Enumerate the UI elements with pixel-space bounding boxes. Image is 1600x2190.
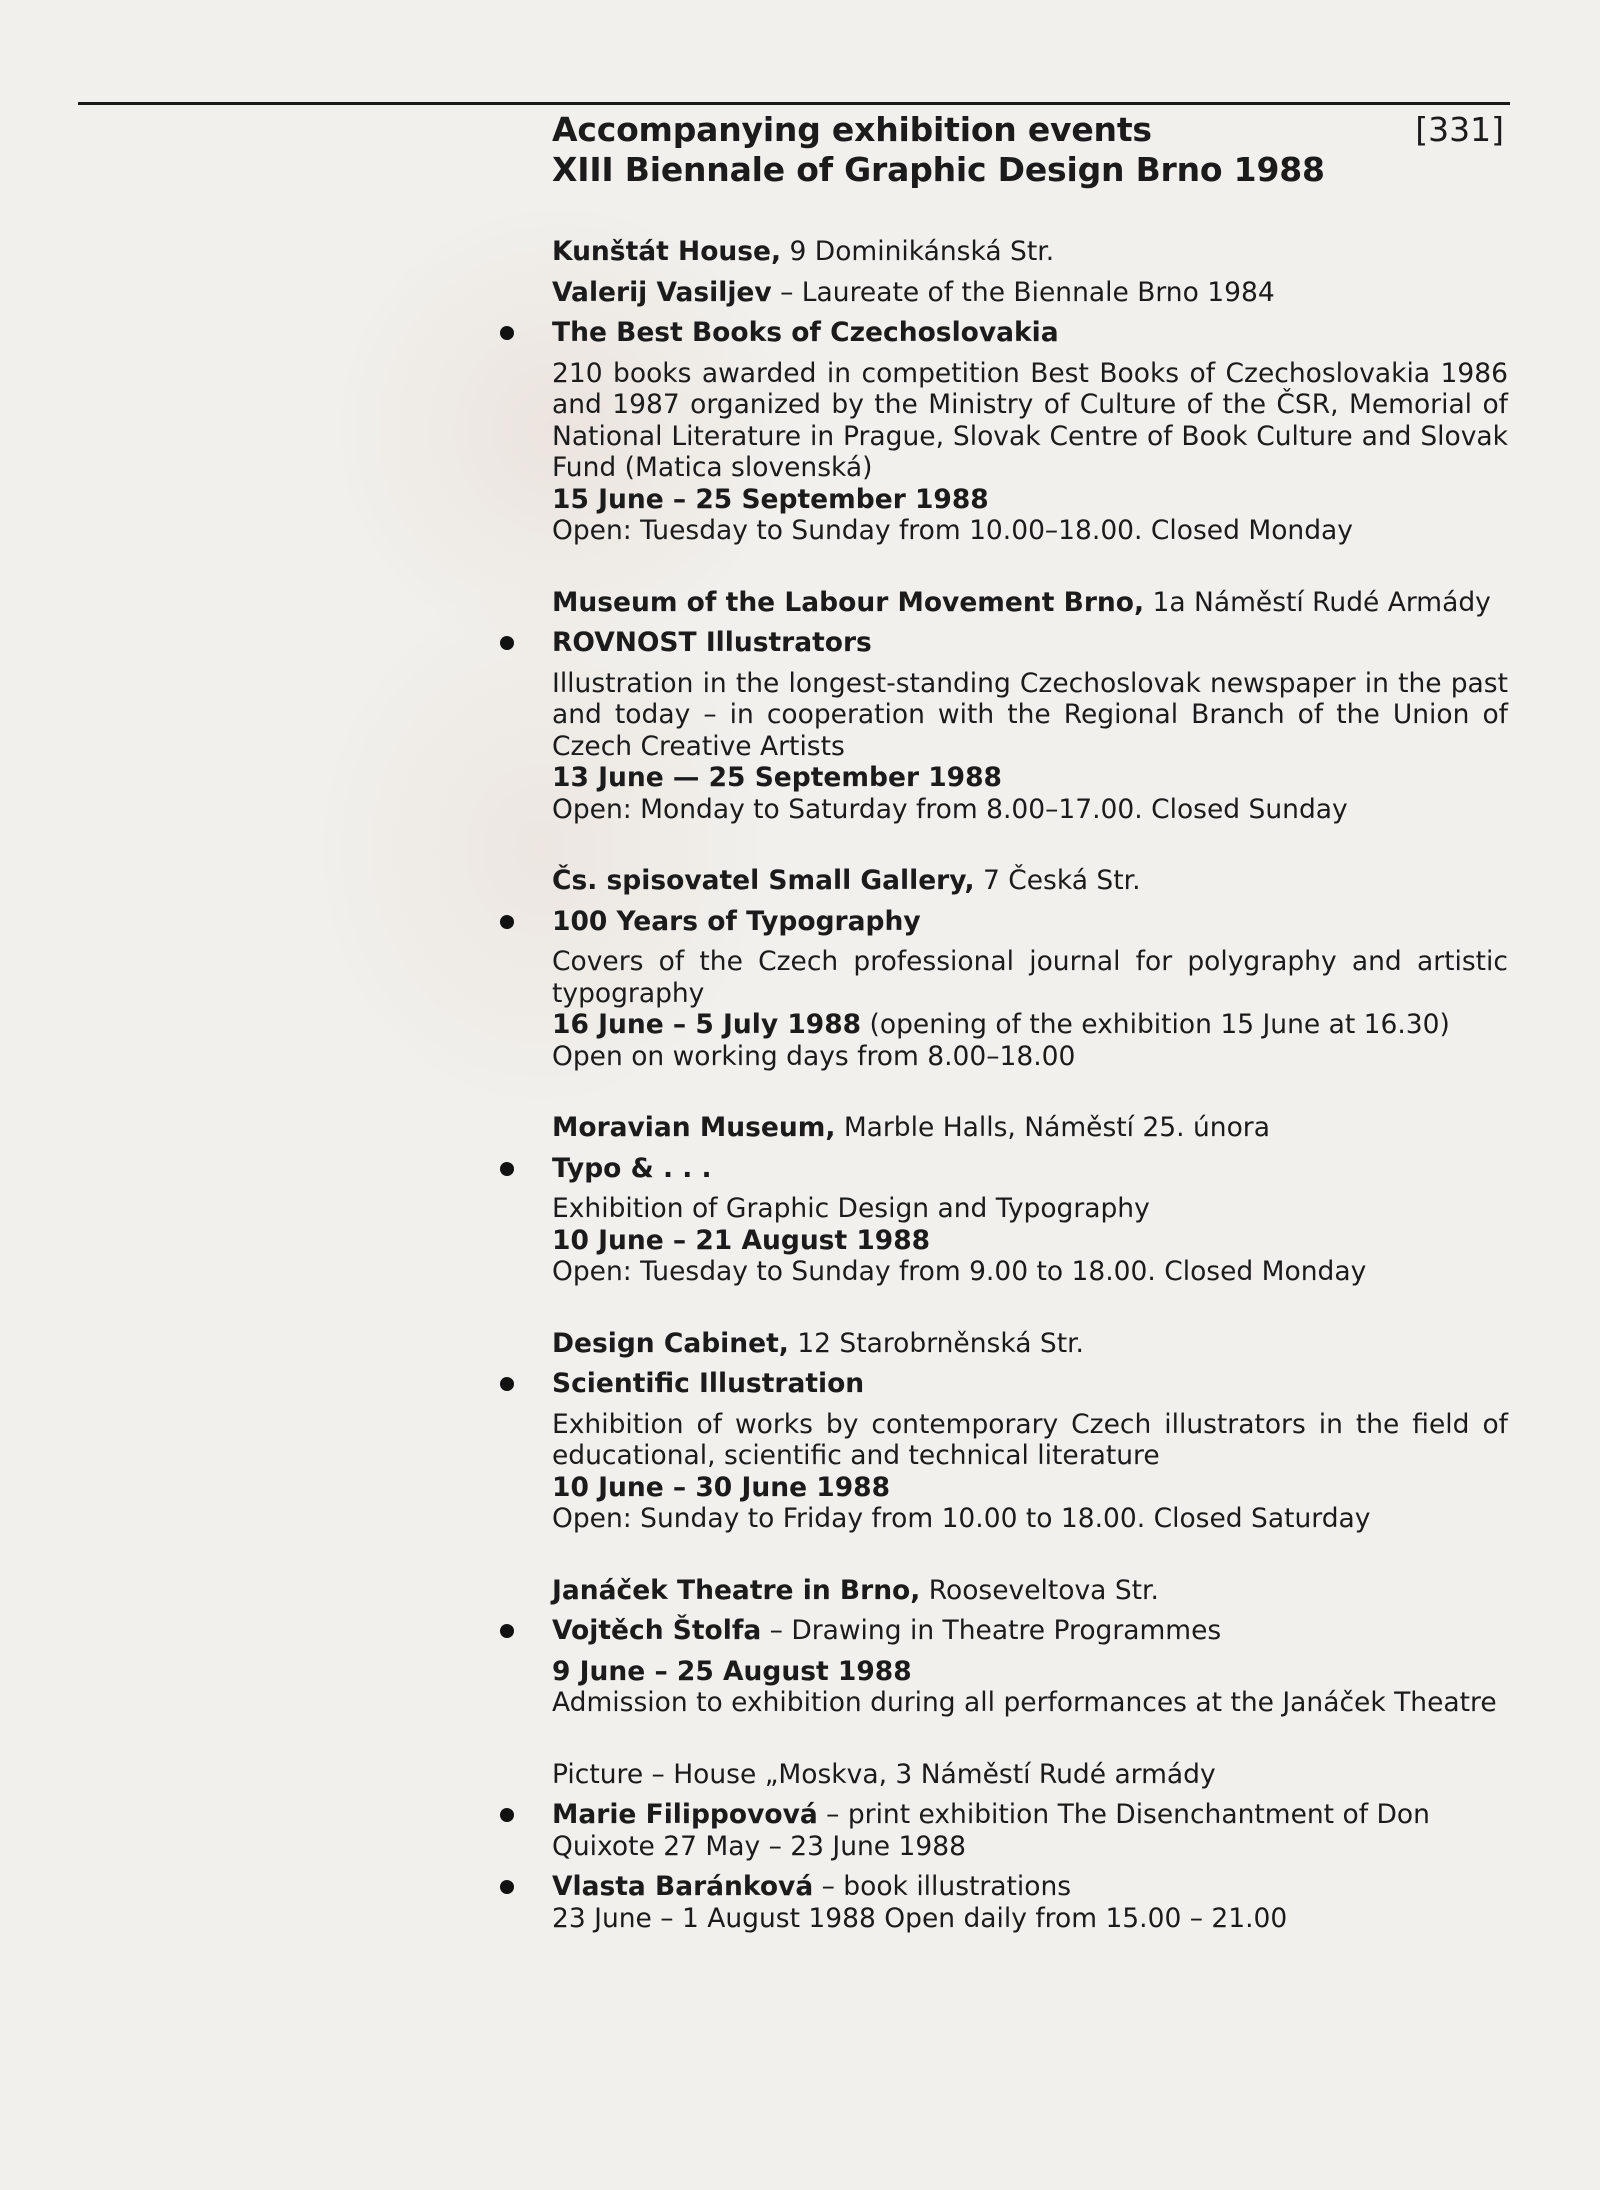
- events-list: [552, 236, 1508, 1974]
- event-description: – book illustrations: [813, 1871, 1072, 1902]
- event-section-janacek-theatre: [552, 1575, 1508, 1719]
- venue-name: Museum of the Labour Movement Brno,: [552, 586, 1145, 618]
- event-title: 100 Years of Typography: [552, 905, 921, 937]
- event-item: [552, 1153, 1508, 1288]
- page-number: [331]: [1415, 110, 1504, 149]
- event-description: 210 books awarded in competition Best Books of Czechoslovakia 1986 and 1987 organized by the Ministry of Culture of the ČSR, Memorial of National Literature in Prague, Slovak Centre of Book Culture and Slovak Fund (Matica slovenská): [552, 357, 1508, 483]
- event-dates: 10 June – 30 June 1988: [552, 1471, 891, 1503]
- event-title: Scientific Illustration: [552, 1368, 865, 1399]
- event-dates: 9 June – 25 August 1988: [552, 1655, 912, 1687]
- event-opening-hours: Open on working days from 8.00–18.00: [552, 1040, 1076, 1072]
- event-opening-hours: Admission to exhibition during all performances at the Janáček Theatre: [552, 1687, 1497, 1718]
- artist-name: Vlasta Baránková: [552, 1871, 814, 1902]
- venue-address: Rooseveltova Str.: [920, 1574, 1159, 1606]
- event-section-moskva-house: [552, 1759, 1508, 1935]
- event-opening-hours: Open: Sunday to Friday from 10.00 to 18.00. Closed Saturday: [552, 1503, 1371, 1534]
- event-opening-hours: Open: Tuesday to Sunday from 9.00 to 18.00. Closed Monday: [552, 1256, 1367, 1287]
- event-description: Exhibition of works by contemporary Czech illustrators in the field of educational, scientific and technical literature: [552, 1408, 1508, 1471]
- event-item: [552, 627, 1508, 825]
- event-section-kunstat: [552, 236, 1508, 547]
- venue-line: [552, 1575, 1508, 1607]
- bullet-icon: [500, 326, 514, 340]
- bullet-icon: [500, 1162, 514, 1176]
- event-description: Exhibition of Graphic Design and Typography: [552, 1193, 1150, 1224]
- event-title: Typo & . . .: [552, 1152, 712, 1184]
- event-title-note: – Drawing in Theatre Programmes: [761, 1615, 1222, 1646]
- event-dates: 15 June – 25 September 1988: [552, 483, 989, 515]
- event-description: Illustration in the longest-standing Czechoslovak newspaper in the past and today – in cooperation with the Regional Branch of the Union of Czech Creative Artists: [552, 667, 1508, 762]
- event-dates: 13 June — 25 September 1988: [552, 762, 1002, 793]
- bullet-icon: [500, 1880, 514, 1894]
- venue-name: Kunštát House,: [552, 236, 782, 267]
- bullet-icon: [500, 1624, 514, 1638]
- event-item: [552, 317, 1508, 547]
- venue-address: 1a Náměstí Rudé Armády: [1144, 586, 1491, 618]
- event-description: – print exhibition The Disenchantment of Don Quixote 27 May – 23 June 1988: [552, 1799, 1430, 1862]
- event-item: [552, 906, 1508, 1073]
- page-header: [552, 110, 1504, 190]
- venue-line: [552, 1328, 1508, 1360]
- venue-address: 9 Dominikánská Str.: [781, 236, 1055, 267]
- event-section-labour-museum: [552, 587, 1508, 826]
- venue-address: Marble Halls, Náměstí 25. února: [835, 1112, 1270, 1143]
- bullet-icon: [500, 636, 514, 650]
- event-dates-hours: 23 June – 1 August 1988 Open daily from 15.00 – 21.00: [552, 1902, 1288, 1934]
- header-title-line1: Accompanying exhibition events: [552, 110, 1152, 149]
- venue-line: [552, 587, 1508, 619]
- event-title: ROVNOST Illustrators: [552, 627, 872, 658]
- top-rule: [78, 102, 1510, 105]
- venue-line: Picture – House „Moskva, 3 Náměstí Rudé armády: [552, 1758, 1216, 1790]
- event-item: [552, 1871, 1508, 1934]
- venue-address: 12 Starobrněnská Str.: [788, 1327, 1084, 1359]
- venue-name: Moravian Museum,: [552, 1112, 836, 1143]
- header-title-line2: XIII Biennale of Graphic Design Brno 1988: [552, 150, 1325, 189]
- venue-address: 7 Česká Str.: [974, 865, 1141, 896]
- event-opening-hours: Open: Tuesday to Sunday from 10.00–18.00. Closed Monday: [552, 515, 1353, 546]
- bullet-icon: [500, 1377, 514, 1391]
- venue-line: [552, 236, 1508, 268]
- venue-line: [552, 1112, 1508, 1144]
- event-section-small-gallery: [552, 865, 1508, 1072]
- event-description: Covers of the Czech professional journal for polygraphy and artistic typography: [552, 946, 1508, 1009]
- laureate-name: Valerij Vasiljev: [552, 276, 772, 308]
- laureate-line: [552, 277, 1508, 309]
- venue-name: Janáček Theatre in Brno,: [552, 1574, 921, 1606]
- event-item: [552, 1799, 1508, 1862]
- bullet-icon: [500, 915, 514, 929]
- event-entry: [552, 1799, 1508, 1862]
- event-dates: 16 June – 5 July 1988: [552, 1009, 862, 1040]
- bullet-icon: [500, 1808, 514, 1822]
- event-title-line: [552, 1615, 1508, 1647]
- event-dates-line: [552, 1009, 1508, 1041]
- venue-name: Design Cabinet,: [552, 1327, 789, 1359]
- venue-line: [552, 865, 1508, 897]
- event-item: [552, 1368, 1508, 1535]
- laureate-note: – Laureate of the Biennale Brno 1984: [771, 276, 1275, 308]
- event-title: Vojtěch Štolfa: [552, 1615, 762, 1646]
- event-title: The Best Books of Czechoslovakia: [552, 317, 1059, 348]
- event-dates-note: (opening of the exhibition 15 June at 16.30): [861, 1009, 1450, 1040]
- event-item: [552, 1615, 1508, 1719]
- venue-name: Čs. spisovatel Small Gallery,: [552, 865, 975, 896]
- artist-name: Marie Filippovová: [552, 1799, 818, 1830]
- event-opening-hours: Open: Monday to Saturday from 8.00–17.00. Closed Sunday: [552, 793, 1348, 825]
- event-dates: 10 June – 21 August 1988: [552, 1224, 931, 1256]
- event-entry: [552, 1871, 1508, 1903]
- event-section-design-cabinet: [552, 1328, 1508, 1535]
- event-section-moravian-museum: [552, 1112, 1508, 1288]
